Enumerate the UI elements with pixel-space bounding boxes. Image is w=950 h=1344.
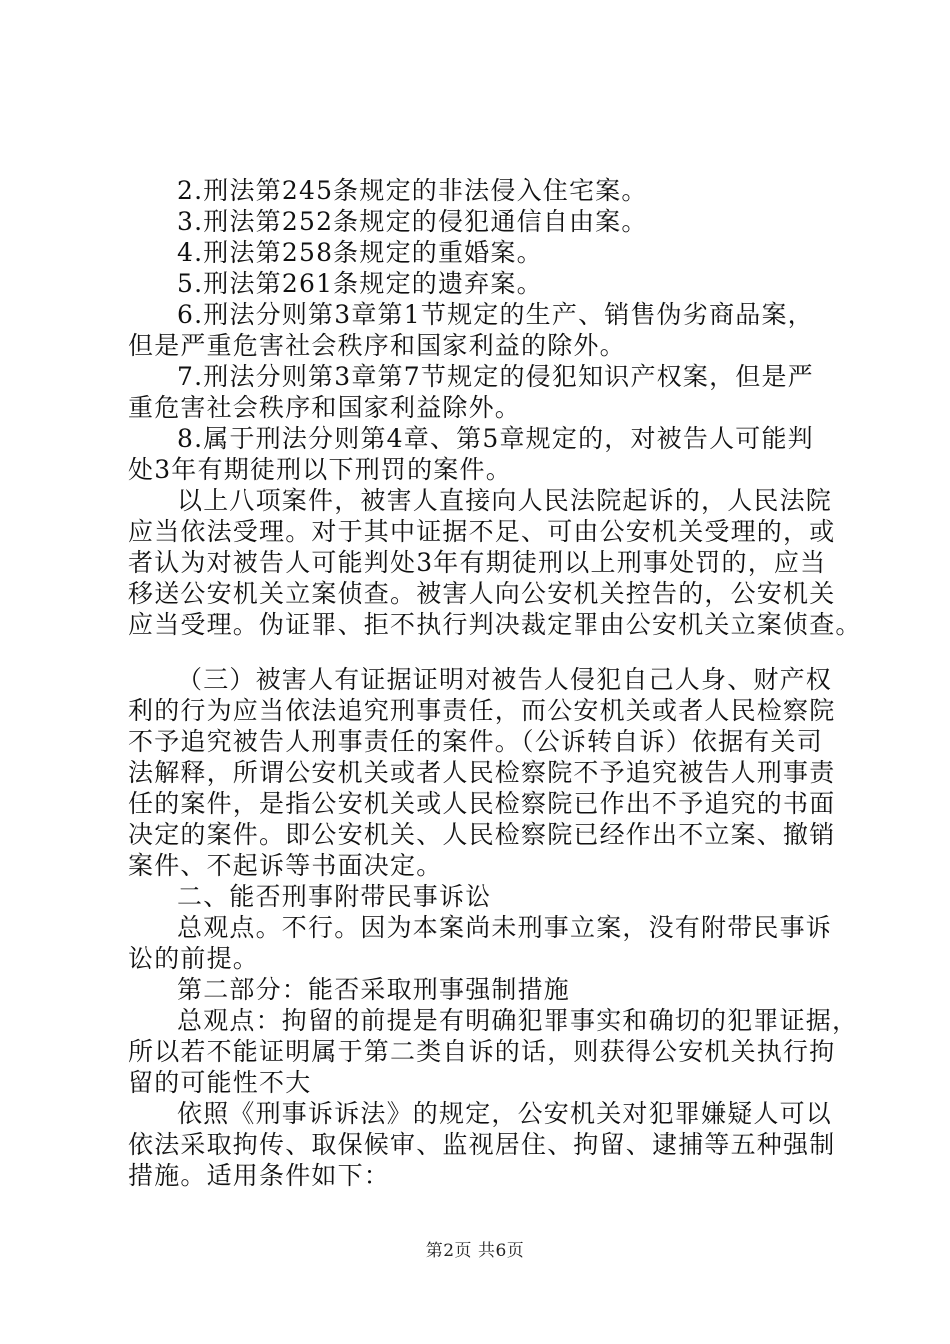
text-line: 3.刑法第252条规定的侵犯通信自由案。 [177, 207, 648, 236]
text-line: 8.属于刑法分则第4章、第5章规定的，对被告人可能判 [177, 424, 814, 453]
text-line: 措施。适用条件如下： [128, 1161, 391, 1190]
text-line: 决定的案件。即公安机关、人民检察院已经作出不立案、撤销 [128, 820, 836, 849]
text-line: （三）被害人有证据证明对被告人侵犯自己人身、财产权 [177, 665, 833, 694]
text-line: 以上八项案件，被害人直接向人民法院起诉的，人民法院 [177, 486, 833, 515]
text-line: 重危害社会秩序和国家利益除外。 [128, 393, 522, 422]
text-line: 应当受理。伪证罪、拒不执行判决裁定罪由公安机关立案侦查。 [128, 610, 862, 639]
text-line: 者认为对被告人可能判处3年有期徒刑以上刑事处罚的，应当 [128, 548, 827, 577]
text-line: 移送公安机关立案侦查。被害人向公安机关控告的，公安机关 [128, 579, 836, 608]
text-line: 2.刑法第245条规定的非法侵入住宅案。 [177, 176, 648, 205]
text-line: 应当依法受理。对于其中证据不足、可由公安机关受理的，或 [128, 517, 836, 546]
text-line: 总观点：拘留的前提是有明确犯罪事实和确切的犯罪证据， [177, 1006, 859, 1035]
text-line: 利的行为应当依法追究刑事责任，而公安机关或者人民检察院 [128, 696, 836, 725]
text-line: 处3年有期徒刑以下刑罚的案件。 [128, 455, 512, 484]
text-line: 依法采取拘传、取保候审、监视居住、拘留、逮捕等五种强制 [128, 1130, 836, 1159]
text-line: 7.刑法分则第3章第7节规定的侵犯知识产权案，但是严 [177, 362, 814, 391]
text-line: 4.刑法第258条规定的重婚案。 [177, 238, 543, 267]
text-line: 法解释，所谓公安机关或者人民检察院不予追究被告人刑事责 [128, 758, 836, 787]
text-line: 任的案件，是指公安机关或人民检察院已作出不予追究的书面 [128, 789, 836, 818]
section-heading: 二、能否刑事附带民事诉讼 [177, 882, 492, 911]
text-line: 不予追究被告人刑事责任的案件。（公诉转自诉）依据有关司 [128, 727, 823, 756]
text-line: 案件、不起诉等书面决定。 [128, 851, 443, 880]
page-footer: 第2页 共6页 [425, 1241, 525, 1261]
text-line: 6.刑法分则第3章第1节规定的生产、销售伪劣商品案， [177, 300, 814, 329]
text-line: 所以若不能证明属于第二类自诉的话，则获得公安机关执行拘 [128, 1037, 836, 1066]
text-line: 但是严重危害社会秩序和国家利益的除外。 [128, 331, 626, 360]
text-line: 5.刑法第261条规定的遗弃案。 [177, 269, 543, 298]
text-line: 留的可能性不大 [128, 1068, 312, 1097]
text-line: 总观点。不行。因为本案尚未刑事立案，没有附带民事诉 [177, 913, 833, 942]
text-line: 讼的前提。 [128, 944, 260, 973]
section-heading: 第二部分：能否采取刑事强制措施 [177, 975, 571, 1004]
text-line: 依照《刑事诉诉法》的规定，公安机关对犯罪嫌疑人可以 [177, 1099, 833, 1128]
